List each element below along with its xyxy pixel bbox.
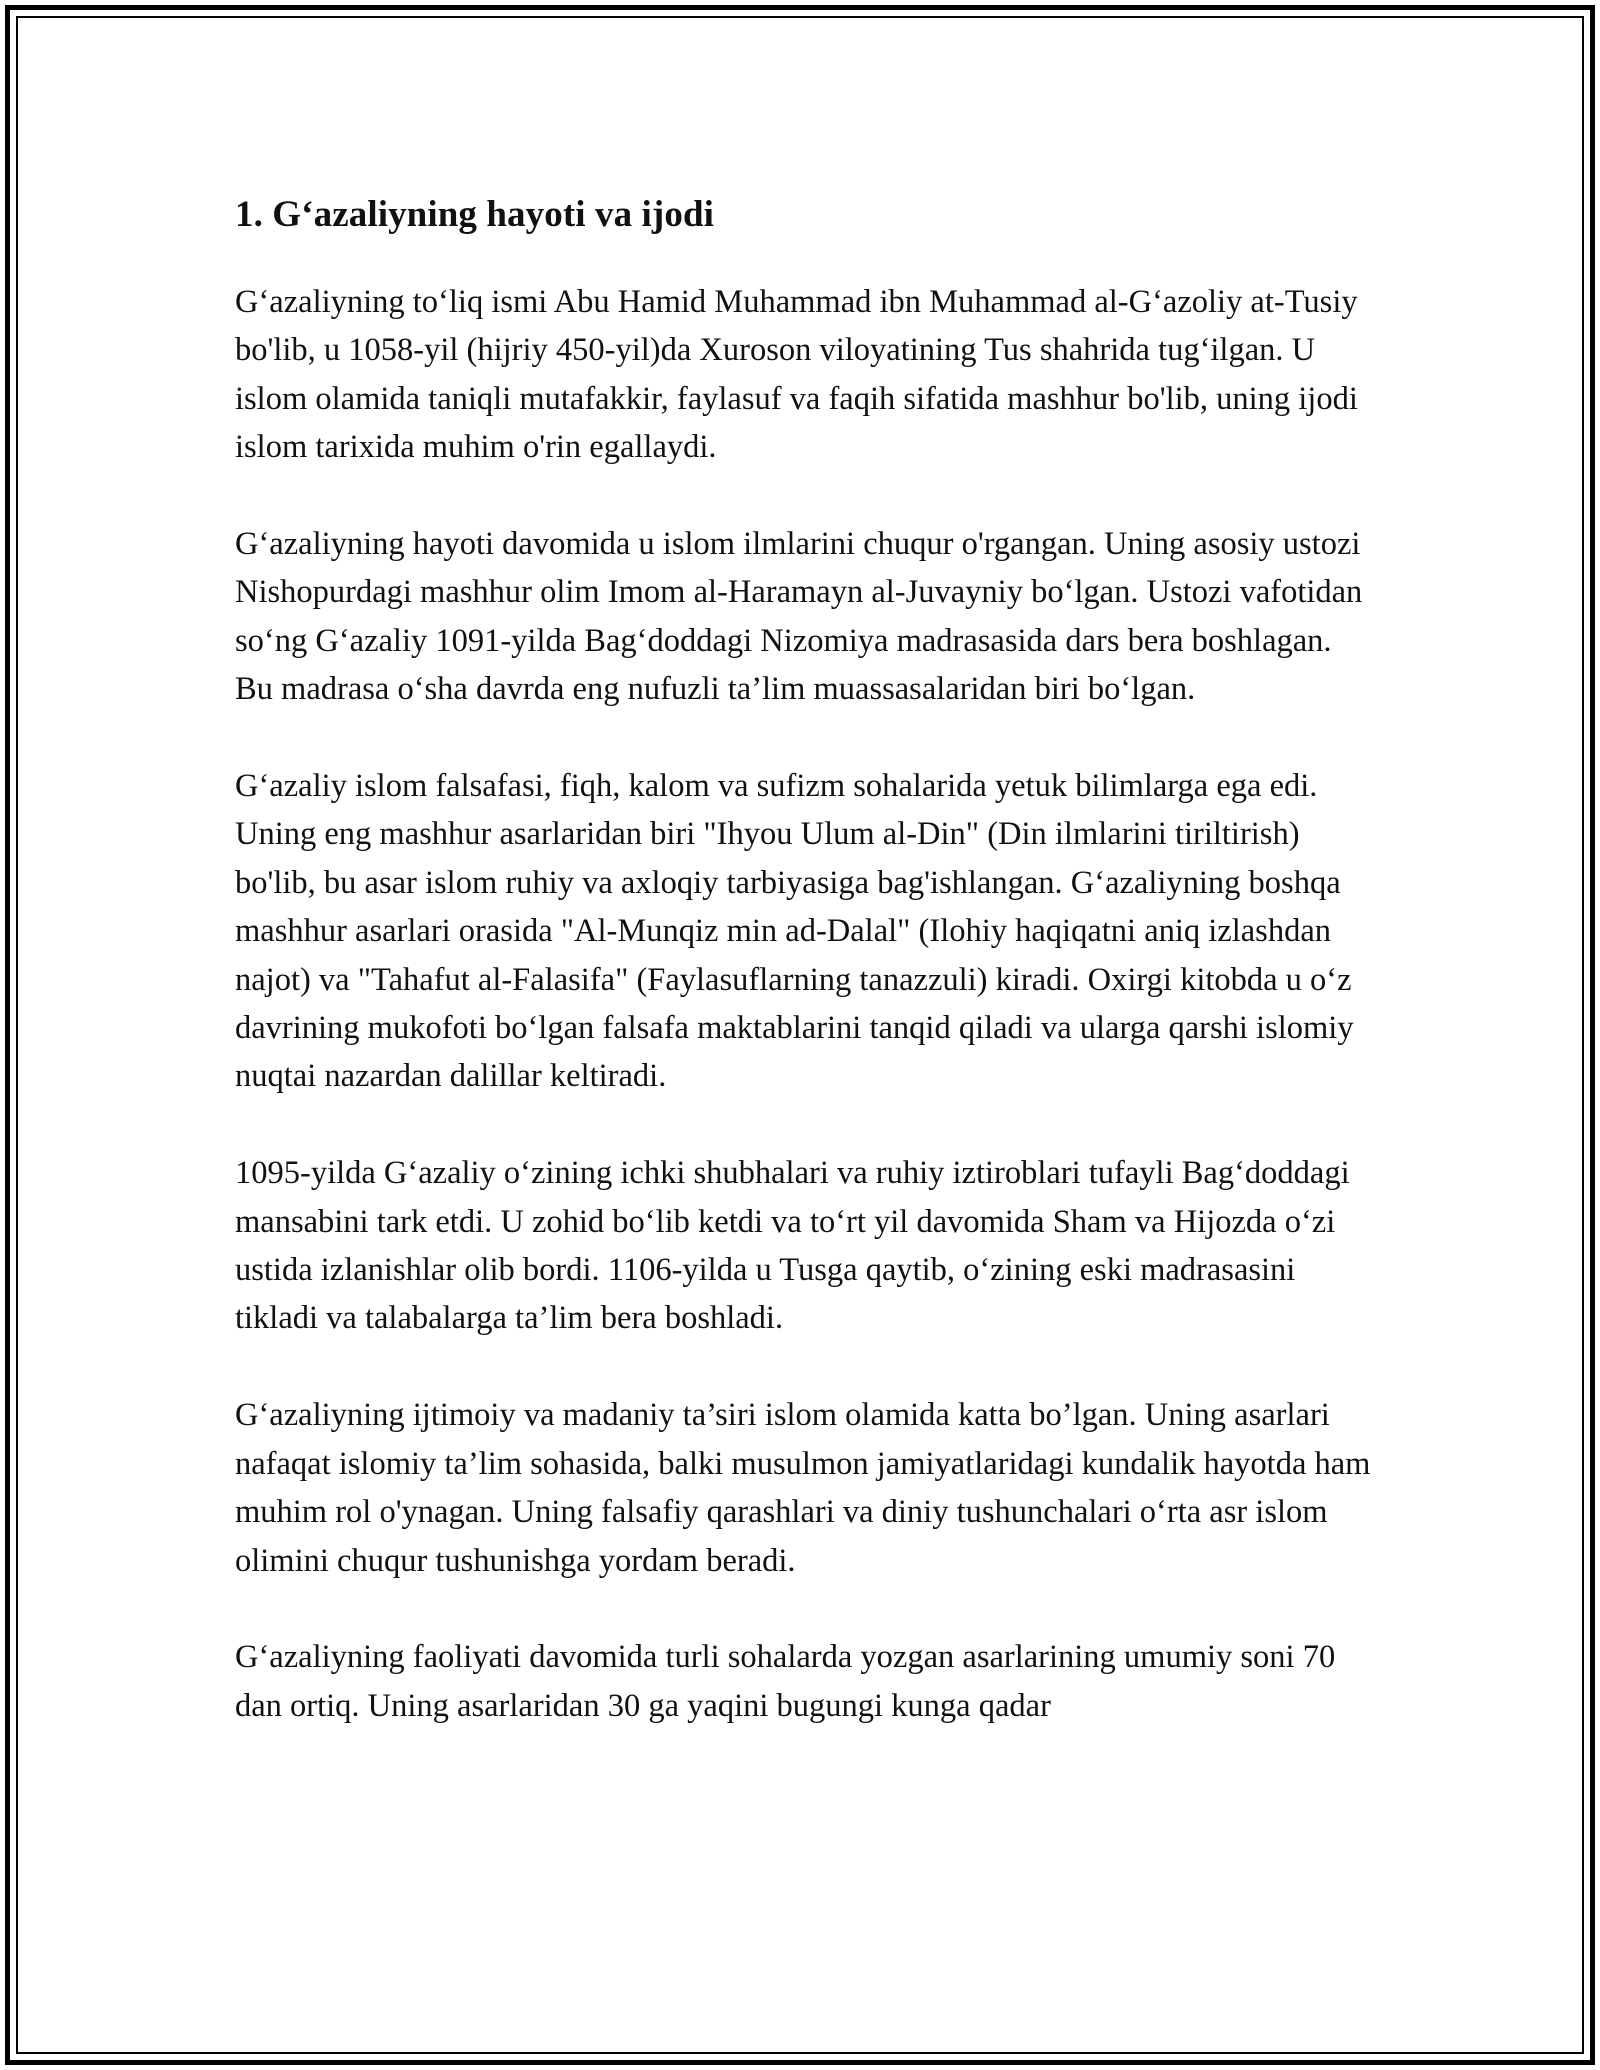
section-heading: 1. G‘azaliyning hayoti va ijodi	[235, 194, 715, 235]
paragraph-6: G‘azaliyning faoliyati davomida turli sohalarda yozgan asarlarining umumiy soni 70 dan ortiq. Uning asarlaridan 30 ga yaqini bugungi kunga qadar	[235, 1639, 1336, 1724]
document-body	[235, 185, 1375, 1779]
paragraph-1: G‘azaliyning to‘liq ismi Abu Hamid Muhammad ibn Muhammad al-G‘azoliy at-Tusiy bo'lib, u 1058-yil (hijriy 450-yil)da Xuroson viloyatining Tus shahrida tug‘ilgan. U islom olamida taniqli mutafakkir, faylasuf va faqih sifatida mashhur bo'lib, uning ijodi islom tarixida muhim o'rin egallaydi.	[235, 284, 1358, 466]
paragraph-3: G‘azaliy islom falsafasi, fiqh, kalom va sufizm sohalarida yetuk bilimlarga ega edi. Uning eng mashhur asarlaridan biri "Ihyou Ulum al-Din" (Din ilmlarini tiriltirish) bo'lib, bu asar islom ruhiy va axloqiy tarbiyasiga bag'ishlangan. G‘azaliyning boshqa mashhur asarlari orasida "Al-Munqiz min ad-Dalal" (Ilohiy haqiqatni aniq izlashdan najot) va "Tahafut al-Falasifa" (Faylasuflarning tanazzuli) kiradi. Oxirgi kitobda u o‘z davrining mukofoti bo‘lgan falsafa maktablarini tanqid qiladi va ularga qarshi islomiy nuqtai nazardan dalillar keltiradi.	[235, 768, 1354, 1095]
paragraph-2: G‘azaliyning hayoti davomida u islom ilmlarini chuqur o'rgangan. Uning asosiy ustozi Nishopurdagi mashhur olim Imom al-Haramayn al-Juvayniy bo‘lgan. Ustozi vafotidan so‘ng G‘azaliy 1091-yilda Bag‘doddagi Nizomiya madrasasida dars bera boshlagan. Bu madrasa o‘sha davrda eng nufuzli ta’lim muassasalaridan biri bo‘lgan.	[235, 526, 1363, 708]
paragraph-5: G‘azaliyning ijtimoiy va madaniy ta’siri islom olamida katta bo’lgan. Uning asarlari nafaqat islomiy ta’lim sohasida, balki musulmon jamiyatlaridagi kundalik hayotda ham muhim rol o'ynagan. Uning falsafiy qarashlari va diniy tushunchalari o‘rta asr islom olimini chuqur tushunishga yordam beradi.	[235, 1397, 1371, 1579]
paragraph-4: 1095-yilda G‘azaliy o‘zining ichki shubhalari va ruhiy iztiroblari tufayli Bag‘doddagi mansabini tark etdi. U zohid bo‘lib ketdi va to‘rt yil davomida Sham va Hijozda o‘zi ustida izlanishlar olib bordi. 1106-yilda u Tusga qaytib, o‘zining eski madrasasini tikladi va talabalarga ta’lim bera boshladi.	[235, 1155, 1350, 1337]
